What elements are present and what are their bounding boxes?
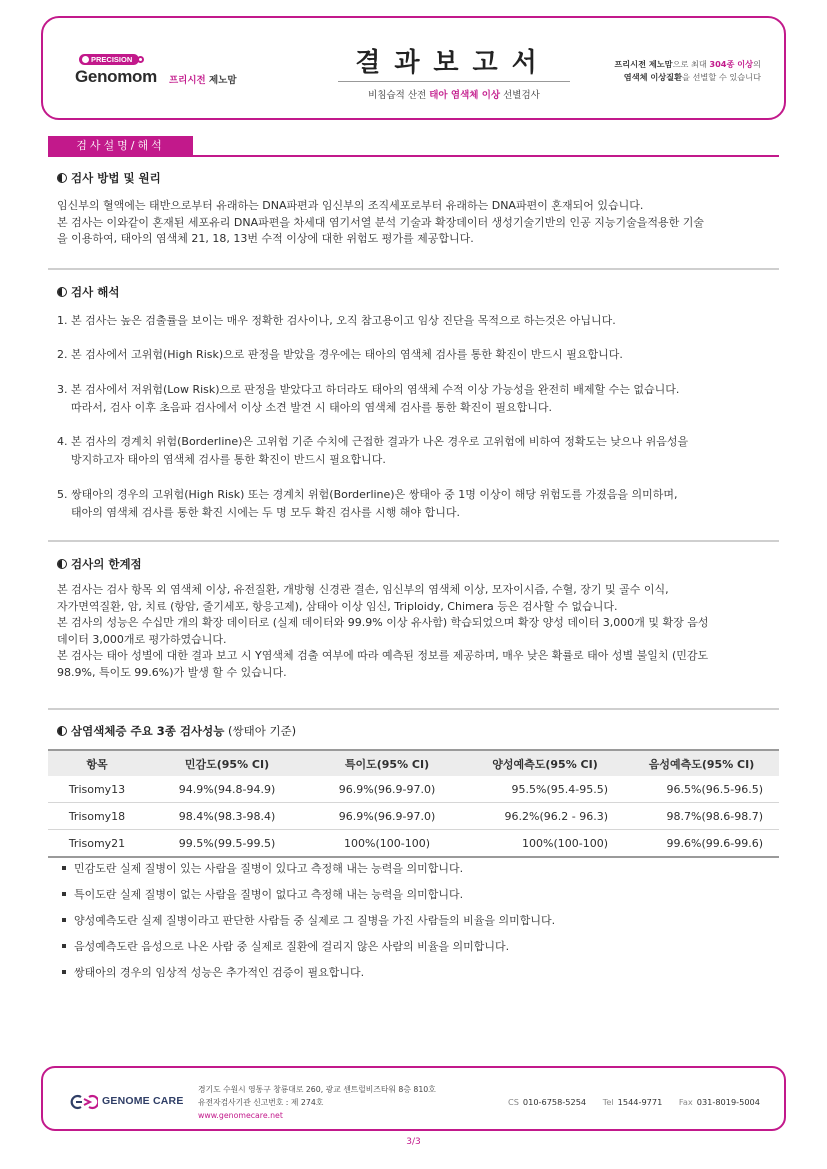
limits-heading: 검사의 한계점 xyxy=(57,556,142,572)
cs-phone: 010-6758-5254 xyxy=(522,1097,587,1107)
divider xyxy=(48,268,779,270)
column-header: 양성예측도(95% CI) xyxy=(466,750,624,776)
interpretation-heading: 검사 해석 xyxy=(57,284,119,300)
bullet-icon xyxy=(62,944,66,948)
note-item: 쌍태아의 경우의 임상적 성능은 추가적인 검증이 필요합니다. xyxy=(62,964,364,980)
note-item: 음성예측도란 음성으로 나온 사람 중 실제로 질환에 걸리지 않은 사람의 비율을 의미합니다. xyxy=(62,938,509,954)
table-row xyxy=(48,776,779,803)
report-subtitle: 비침습적 산전 태아 염색체 이상 선별검사 xyxy=(368,90,540,101)
method-heading: 검사 방법 및 원리 xyxy=(57,170,161,186)
bullet-icon xyxy=(62,892,66,896)
table-cell: Trisomy13 xyxy=(48,776,146,803)
interpretation-item-3: 3. 본 검사에서 저위험(Low Risk)으로 판정을 받았다고 하더라도 태아의 염색체 수적 이상 가능성을 완전히 배제할 수는 없습니다. 따라서, 검사 이후 초음파 검사에서 이상 소견 발견 시 태아의 염색체 검사를 통한 확진이 필요합니다. xyxy=(57,383,680,414)
report-header xyxy=(41,16,786,120)
half-circle-icon xyxy=(57,287,67,297)
title-divider xyxy=(338,81,570,82)
table-row xyxy=(48,830,779,858)
table-cell: 96.2%(96.2 - 96.3) xyxy=(466,803,624,830)
website-link[interactable]: www.genomecare.net xyxy=(198,1111,283,1120)
half-circle-icon xyxy=(57,559,67,569)
section-tab: 검사설명/해석 xyxy=(48,136,193,156)
report-footer xyxy=(41,1066,786,1131)
divider xyxy=(48,540,779,542)
divider xyxy=(48,708,779,710)
genome-care-logo xyxy=(70,1093,185,1111)
bullet-icon xyxy=(62,918,66,922)
tel-phone: 1544-9771 xyxy=(617,1097,663,1107)
table-cell: Trisomy18 xyxy=(48,803,146,830)
column-header: 음성예측도(95% CI) xyxy=(624,750,779,776)
performance-heading: 삼염색체증 주요 3종 검사성능 (쌍태아 기준) xyxy=(57,723,296,739)
method-text: 임신부의 혈액에는 태반으로부터 유래하는 DNA파편과 임신부의 조직세포로부터 유래하는 DNA파편이 혼재되어 있습니다. 본 검사는 이와같이 혼재된 세포유리 DNA파편을 차세대 염기서열 분석 기술과 확장데이터 생성기술기반의 인공 지능기술을적용한 기술 을 이용하여, 태아의 염색체 21, 18, 13번 수적 이상에 대한 위험도 평가를 제공합니다. xyxy=(57,199,704,245)
section-rule xyxy=(48,155,779,157)
genome-care-mark-icon xyxy=(70,1094,98,1110)
performance-table xyxy=(48,749,779,858)
footer-address: 경기도 수원시 영통구 창룡대로 260, 광교 센트럴비즈타워 8층 810호 유전자검사기관 신고번호 : 제 274호 www.genomecare.net xyxy=(198,1085,436,1120)
table-cell: 94.9%(94.8-94.9) xyxy=(146,776,308,803)
interpretation-item-2: 2. 본 검사에서 고위험(High Risk)으로 판정을 받았을 경우에는 태아의 염색체 검사를 통한 확진이 반드시 필요합니다. xyxy=(57,348,623,361)
interpretation-item-5: 5. 쌍태아의 경우의 고위험(High Risk) 또는 경계치 위험(Borderline)은 쌍태아 중 1명 이상이 해당 위험도를 가졌음을 의미하며, 태아의 염색체 검사를 통한 확진 시에는 두 명 모두 확진 검사를 시행 해야 합니다. xyxy=(57,488,678,519)
table-cell: 98.7%(98.6-98.7) xyxy=(624,803,779,830)
report-title: 결과보고서 xyxy=(355,48,551,78)
company-name: GENOME CARE xyxy=(102,1095,184,1107)
table-cell: 96.5%(96.5-96.5) xyxy=(624,776,779,803)
column-header: 항목 xyxy=(48,750,146,776)
header-tagline: 프리시전 제노맘으로 최대 304종 이상의 염색체 이상질환을 선별할 수 있습니다 xyxy=(614,59,761,82)
brand-kr: 프리시전 제노맘 xyxy=(169,75,237,86)
bullet-icon xyxy=(62,970,66,974)
half-circle-icon xyxy=(57,726,67,736)
interpretation-item-4: 4. 본 검사의 경계치 위험(Borderline)은 고위험 기준 수치에 근접한 결과가 나온 경우로 고위험에 비하여 정확도는 낮으나 위음성을 방지하고자 태아의 염색체 검사를 통한 확진이 반드시 필요합니다. xyxy=(57,435,689,466)
note-item: 특이도란 실제 질병이 없는 사람을 질병이 없다고 측정해 내는 능력을 의미합니다. xyxy=(62,886,463,902)
page-number: 3/3 xyxy=(406,1137,421,1147)
table-cell: 100%(100-100) xyxy=(466,830,624,858)
table-cell: 98.4%(98.3-98.4) xyxy=(146,803,308,830)
table-cell: 96.9%(96.9-97.0) xyxy=(308,803,466,830)
footer-contacts: CS 010-6758-5254 Tel 1544-9771 Fax 031-8019-5004 xyxy=(508,1097,760,1107)
fax-phone: 031-8019-5004 xyxy=(696,1097,760,1107)
table-header-row xyxy=(48,750,779,776)
limits-text: 본 검사는 검사 항목 외 염색체 이상, 유전질환, 개방형 신경관 결손, 임신부의 염색체 이상, 모자이시즘, 수혈, 장기 및 골수 이식, 자가면역질환, 암, 치료 (항암, 줄기세포, 항응고제), 삼태아 이상 임신, Triploidy, Chimera 등은 검사할 수 없습니다. 본 검사의 성능은 수십만 개의 확장 데이터로 (실제 데이터와 99.9% 이상 유사함) 학습되었으며 확장 양성 데이터 3,000개 및 확장 음성 데이터 3,000개로 평가하였습니다. 본 검사는 태아 성별에 대한 결과 보고 시 Y염색체 검출 여부에 따라 예측된 정보를 제공하며, 매우 낮은 확률로 태아 성별 불일치 (민감도 98.9%, 특이도 99.6%)가 발생 할 수 있습니다. xyxy=(57,583,709,679)
table-cell: 99.6%(99.6-99.6) xyxy=(624,830,779,858)
table-cell: 100%(100-100) xyxy=(308,830,466,858)
table-cell: 96.9%(96.9-97.0) xyxy=(308,776,466,803)
column-header: 특이도(95% CI) xyxy=(308,750,466,776)
note-item: 양성예측도란 실제 질병이라고 판단한 사람들 중 실제로 그 질병을 가진 사람들의 비율을 의미합니다. xyxy=(62,912,555,928)
note-item: 민감도란 실제 질병이 있는 사람을 질병이 있다고 측정해 내는 능력을 의미합니다. xyxy=(62,860,463,876)
brand-name: Genomom xyxy=(75,67,157,86)
table-cell: Trisomy21 xyxy=(48,830,146,858)
table-cell: 95.5%(95.4-95.5) xyxy=(466,776,624,803)
interpretation-item-1: 1. 본 검사는 높은 검출률을 보이는 매우 정확한 검사이나, 오직 참고용이고 임상 진단을 목적으로 하는것은 아닙니다. xyxy=(57,314,616,327)
table-cell: 99.5%(99.5-99.5) xyxy=(146,830,308,858)
table-row xyxy=(48,803,779,830)
bullet-icon xyxy=(62,866,66,870)
half-circle-icon xyxy=(57,173,67,183)
column-header: 민감도(95% CI) xyxy=(146,750,308,776)
precision-badge: PRECISION xyxy=(79,54,139,65)
